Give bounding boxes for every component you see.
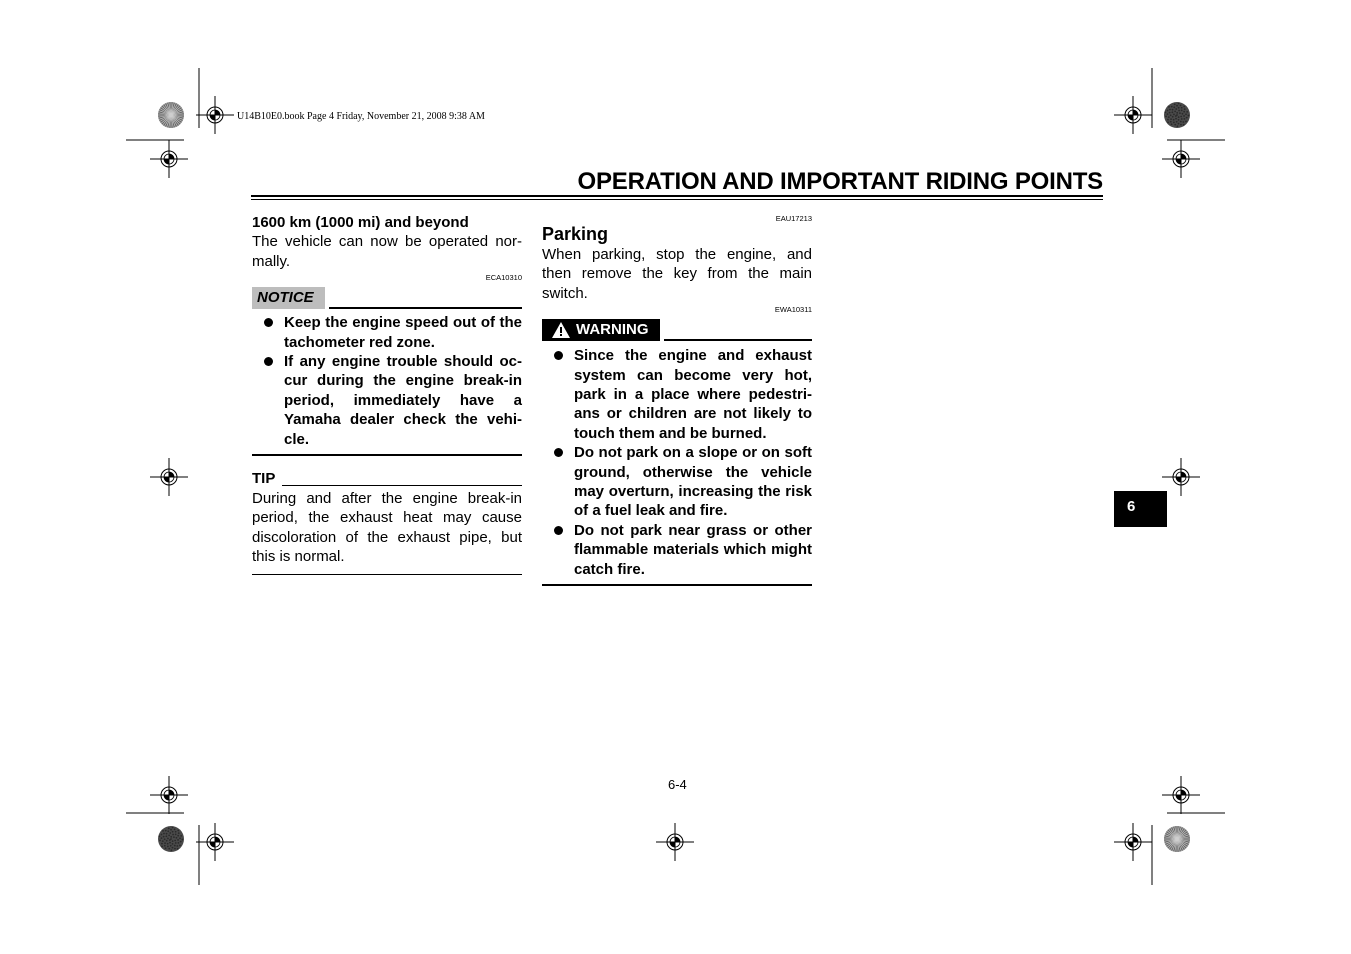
bullet-icon: [554, 526, 563, 535]
notice-list: [252, 313, 522, 449]
section-code: EAU17213: [775, 214, 812, 223]
warning-rule: [664, 339, 812, 341]
notice-header: [252, 287, 522, 309]
chapter-tab: 6: [1114, 491, 1167, 527]
tip-header: [252, 469, 522, 489]
warning-list: [542, 346, 812, 579]
book-info-line: U14B10E0.book Page 4 Friday, November 21, 2008 9:38 AM: [237, 111, 485, 122]
registration-mark-icon: [196, 823, 234, 861]
warning-code: EWA10311: [774, 305, 812, 315]
right-column: [542, 214, 812, 586]
color-dot-icon: [1164, 826, 1190, 852]
page-title: OPERATION AND IMPORTANT RIDING POINTS: [577, 168, 1103, 195]
list-item: Do not park near grass or other flammable materials which might catch fire.: [542, 521, 812, 579]
registration-mark-icon: [1114, 823, 1152, 861]
bullet-icon: [554, 448, 563, 457]
tip-text: During and after the engine break-in period, the exhaust heat may cause discoloration of the exhaust pipe, but this is normal.: [252, 490, 522, 566]
section-subheading: 1600 km (1000 mi) and beyond: [252, 214, 469, 231]
color-dot-icon: [1164, 102, 1190, 128]
color-dot-icon: [158, 102, 184, 128]
list-item: If any engine trouble should oc-cur during the engine break-in period, immediately have a Yamaha dealer check the vehi-cle.: [252, 352, 522, 449]
page-number: 6-4: [668, 777, 687, 792]
list-item: Keep the engine speed out of the tachometer red zone.: [252, 313, 522, 352]
tip-label: TIP: [252, 470, 276, 488]
warning-triangle-icon: [551, 321, 571, 339]
header-rule-thin: [251, 199, 1103, 200]
section-intro-text: The vehicle can now be operated nor-mally.: [252, 233, 522, 270]
notice-rule: [329, 307, 522, 309]
registration-mark-icon: [1162, 140, 1200, 178]
warning-header: [542, 319, 812, 341]
warning-badge: [542, 319, 660, 341]
warning-label: WARNING: [576, 321, 649, 339]
left-column: [252, 213, 522, 575]
registration-mark-icon: [1162, 776, 1200, 814]
tip-end-rule: [252, 574, 522, 575]
registration-mark-icon: [1114, 96, 1152, 134]
notice-code: ECA10310: [485, 273, 522, 283]
color-dot-icon: [158, 826, 184, 852]
registration-mark-icon: [150, 140, 188, 178]
tip-rule: [282, 485, 522, 486]
registration-mark-icon: [196, 96, 234, 134]
registration-mark-icon: [150, 776, 188, 814]
list-item: Since the engine and exhaust system can become very hot, park in a place where pedestri-ans or children are not likely to touch them and be burned.: [542, 346, 812, 443]
bullet-icon: [554, 351, 563, 360]
registration-mark-icon: [1162, 458, 1200, 496]
bullet-icon: [264, 357, 273, 366]
bullet-icon: [264, 318, 273, 327]
registration-mark-icon: [150, 458, 188, 496]
list-item: Do not park on a slope or on soft ground, otherwise the vehicle may overturn, increasing the risk of a fuel leak and fire.: [542, 443, 812, 521]
warning-end-rule: [542, 584, 812, 586]
section-heading: Parking: [542, 224, 609, 244]
parking-intro-text: When parking, stop the engine, and then remove the key from the main switch.: [542, 246, 812, 302]
registration-mark-icon: [656, 823, 694, 861]
notice-badge: NOTICE: [252, 287, 325, 309]
